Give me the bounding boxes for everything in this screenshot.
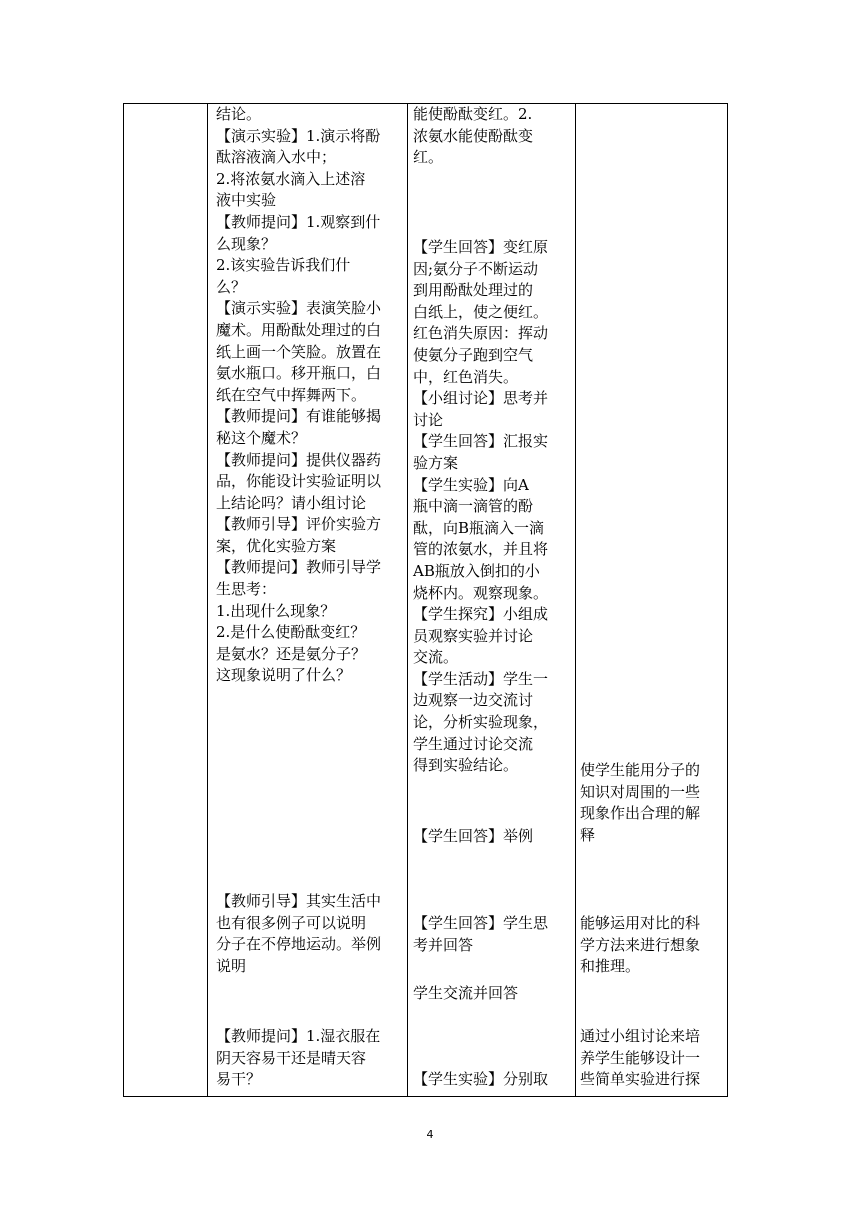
text-line: 生思考： (216, 580, 277, 599)
teacher-activity-block (216, 891, 381, 977)
text-line: 1.出现什么现象？ (216, 601, 336, 620)
text-line: 浓氨水能使酚酞变 (413, 126, 534, 145)
text-line: 【学生回答】变红原 (413, 238, 549, 256)
text-line: 验方案 (413, 453, 459, 472)
text-line: 么现象？ (216, 234, 277, 253)
text-line: 论，分析实验现象， (413, 713, 549, 732)
text-line: 些简单实验进行探 (580, 1070, 701, 1089)
student-activity-block (413, 983, 518, 1005)
text-line: 【教师提问】1.湿衣服在 (216, 1027, 381, 1045)
text-line: 品，你能设计实验证明以 (216, 472, 382, 491)
text-line: 考并回答 (413, 935, 474, 954)
text-line: 【教师提问】教师引导学 (216, 558, 382, 577)
text-line: 【小组讨论】思考并 (413, 389, 549, 408)
teacher-activity-block (216, 104, 381, 687)
text-line: 【学生回答】举例 (413, 827, 534, 845)
text-line: 【教师提问】提供仪器药 (216, 450, 382, 469)
text-line: 【学生活动】学生一 (413, 669, 549, 688)
text-line: 么？ (216, 277, 247, 296)
text-line: 案，优化实验方案 (216, 536, 337, 555)
text-line: 是氨水？还是氨分子？ (216, 644, 367, 663)
text-line: 学生交流并回答 (413, 984, 519, 1002)
text-line: 学方法来进行想象 (580, 935, 701, 954)
text-line: 秘这个魔术？ (216, 428, 307, 447)
text-line: 酞，向B瓶滴入一滴 (413, 518, 545, 537)
text-line: 学生通过讨论交流 (413, 734, 534, 753)
text-line: 这现象说明了什么？ (216, 666, 352, 685)
student-activity-block (413, 237, 548, 777)
teacher-activity-block (216, 1026, 380, 1091)
page-number: 4 (426, 1128, 434, 1141)
text-line: 和推理。 (580, 957, 641, 976)
text-line: 易干？ (216, 1070, 262, 1089)
text-line: 氨水瓶口。移开瓶口，白 (216, 364, 382, 383)
text-line: 边观察一边交流讨 (413, 691, 534, 710)
text-line: 酞溶液滴入水中； (216, 148, 337, 167)
text-line: 液中实验 (216, 191, 277, 210)
design-intent-block (580, 1026, 700, 1091)
column-divider (207, 103, 208, 1097)
text-line: 讨论 (413, 410, 444, 429)
column-divider (575, 103, 576, 1097)
text-line: 瓶中滴一滴管的酚 (413, 497, 534, 516)
text-line: 能使酚酞变红。2. (413, 105, 533, 123)
text-line: 阴天容易干还是晴天容 (216, 1048, 367, 1067)
text-line: 管的浓氨水，并且将 (413, 540, 549, 559)
text-line: 纸在空气中挥舞两下。 (216, 385, 367, 404)
text-line: 说明 (216, 956, 247, 975)
text-line: 知识对周围的一些 (580, 782, 701, 801)
student-activity-block (413, 826, 533, 848)
text-line: 纸上画一个笑脸。放置在 (216, 342, 382, 361)
text-line: 【演示实验】表演笑脸小 (216, 299, 382, 318)
text-line: 【教师引导】评价实验方 (216, 515, 382, 534)
text-line: 养学生能够设计一 (580, 1048, 701, 1067)
text-line: 上结论吗？请小组讨论 (216, 493, 367, 512)
text-line: 员观察实验并讨论 (413, 626, 534, 645)
text-line: 中，红色消失。 (413, 367, 519, 386)
text-line: 【学生探究】小组成 (413, 605, 549, 624)
text-line: 【教师提问】有谁能够揭 (216, 407, 382, 426)
student-activity-block (413, 104, 533, 169)
text-line: 得到实验结论。 (413, 756, 519, 775)
text-line: 2.将浓氨水滴入上述溶 (216, 169, 366, 188)
text-line: 烧杯内。观察现象。 (413, 583, 549, 602)
text-line: 现象作出合理的解 (580, 804, 701, 823)
text-line: 也有很多例子可以说明 (216, 913, 367, 932)
text-line: AB瓶放入倒扣的小 (413, 561, 540, 580)
student-activity-block (413, 913, 548, 956)
text-line: 魔术。用酚酞处理过的白 (216, 320, 382, 339)
text-line: 2.该实验告诉我们什 (216, 256, 351, 275)
text-line: 释 (580, 825, 596, 844)
text-line: 能够运用对比的科 (580, 914, 701, 932)
design-intent-block (580, 913, 700, 978)
text-line: 【教师引导】其实生活中 (216, 892, 382, 910)
column-divider (407, 103, 408, 1097)
text-line: 红。 (413, 148, 444, 167)
text-line: 【学生回答】学生思 (413, 914, 549, 932)
text-line: 白纸上，使之便红。 (413, 302, 549, 321)
text-line: 因;氨分子不断运动 (413, 259, 539, 278)
text-line: 【学生实验】向A (413, 475, 529, 494)
text-line: 红色消失原因：挥动 (413, 324, 549, 343)
text-line: 【演示实验】1.演示将酚 (216, 126, 381, 145)
text-line: 【教师提问】1.观察到什 (216, 212, 381, 231)
text-line: 2.是什么使酚酞变红？ (216, 623, 366, 642)
student-activity-block (413, 1069, 548, 1091)
design-intent-block (580, 760, 700, 846)
text-line: 到用酚酞处理过的 (413, 281, 534, 300)
text-line: 使学生能用分子的 (580, 761, 701, 779)
text-line: 使氨分子跑到空气 (413, 345, 534, 364)
text-line: 交流。 (413, 648, 459, 667)
text-line: 【学生实验】分别取 (413, 1070, 549, 1088)
text-line: 通过小组讨论来培 (580, 1027, 701, 1045)
text-line: 结论。 (216, 105, 262, 123)
text-line: 【学生回答】汇报实 (413, 432, 549, 451)
text-line: 分子在不停地运动。举例 (216, 935, 382, 954)
